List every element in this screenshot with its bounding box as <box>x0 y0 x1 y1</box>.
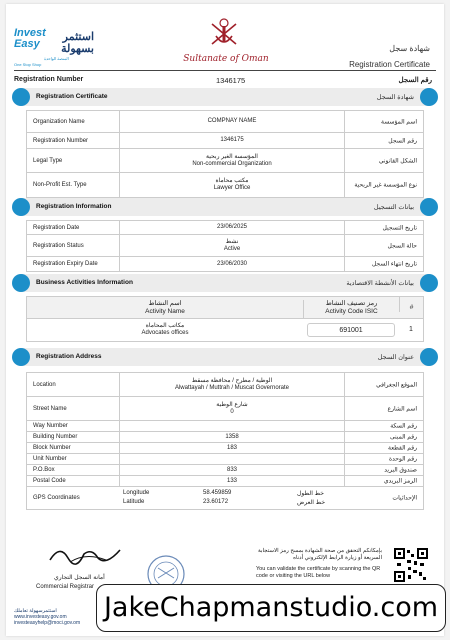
row-value: نشط Active <box>119 235 345 256</box>
row-value: 133 <box>119 476 345 486</box>
section-marker <box>12 348 30 366</box>
latitude-label: Latitude <box>123 499 145 505</box>
row-value: الوطية / مطرح / محافظة مسقط Alwattayah / Muttrah / Muscat Governorate <box>119 373 345 396</box>
row-label-arabic: اسم الشارع <box>387 406 417 412</box>
row-value: شارع الوطية 0 <box>119 397 345 420</box>
table-row <box>27 111 423 133</box>
activity-number-header: # <box>399 297 423 312</box>
row-label-arabic: حالة السجل <box>387 243 417 249</box>
logo-tag-english: One Stop Shop <box>14 62 42 67</box>
row-label: Registration Date <box>33 224 80 231</box>
row-label: Street Name <box>33 405 67 412</box>
row-value: 183 <box>119 443 345 453</box>
table-row <box>27 173 423 197</box>
footer-contact <box>14 608 80 626</box>
footer-email-link[interactable]: investeasyhelp@moci.gov.om <box>14 620 81 626</box>
row-value: 23/06/2030 <box>119 257 345 271</box>
activities-table <box>26 296 424 342</box>
row-label-arabic: تاريخ انتهاء السجل <box>371 261 417 268</box>
row-value: 1346175 <box>119 133 345 148</box>
row-value <box>119 454 345 464</box>
invest-easy-logo <box>14 28 94 74</box>
table-row <box>27 221 423 235</box>
row-label-arabic: تاريخ التسجيل <box>382 225 417 231</box>
validation-text-arabic: بإمكانكم التحقق من صحة الشهادة بمسح رمز الاستجابة السريعة أو زيارة الرابط الإلكتروني أدناه <box>258 548 382 561</box>
row-label-arabic: رقم السكة <box>390 423 417 430</box>
row-value: 1358 <box>119 432 345 442</box>
sultanate-title: Sultanate of Oman <box>183 54 269 64</box>
section-title: Business Activities Information <box>36 279 133 286</box>
section-title-arabic: بيانات التسجيل <box>373 204 414 211</box>
row-label: Postal Code <box>33 478 66 484</box>
activity-code-header: رمز تصنيف النشاط Activity Code ISIC <box>303 300 399 318</box>
activity-code: 691001 <box>307 323 395 337</box>
row-label-arabic: الموقع الجغرافي <box>376 382 417 388</box>
logo-arabic-text: استثمر بسهولة <box>61 31 94 55</box>
activity-name: مكاتب المحاماة Advocates offices <box>141 323 189 336</box>
row-label-arabic: الرمز البريدي <box>383 478 417 485</box>
qr-code-icon[interactable] <box>394 548 428 582</box>
activity-number: 1 <box>409 326 413 333</box>
longitude-label-arabic: خط الطول <box>297 491 324 497</box>
table-row <box>27 443 423 454</box>
section-title: Registration Certificate <box>36 93 108 100</box>
certificate-title: Registration Certificate <box>349 60 430 69</box>
section-header-activities <box>14 274 436 292</box>
table-row <box>27 149 423 173</box>
row-value: 833 <box>119 465 345 475</box>
row-label: Legal Type <box>33 157 63 164</box>
row-label-arabic: رقم الوحدة <box>388 456 417 463</box>
address-table <box>26 372 424 510</box>
row-label: Registration Number <box>33 137 89 144</box>
table-row <box>27 421 423 432</box>
table-row <box>27 235 423 257</box>
row-label-arabic: رقم القطعة <box>388 445 417 452</box>
row-value: مكتب محاماة Lawyer Office <box>119 173 345 197</box>
activities-header-row <box>27 297 423 319</box>
row-value: COMPNAY NAME <box>119 111 345 132</box>
logo-easy-text: Easy <box>14 38 40 50</box>
footer-url-link[interactable]: www.investeasy.gov.om <box>14 614 67 620</box>
section-title: Registration Address <box>36 353 102 360</box>
row-label: Organization Name <box>33 118 85 125</box>
row-label: Non-Profit Est. Type <box>33 182 87 188</box>
activity-name-header: اسم النشاط Activity Name <box>145 300 185 315</box>
table-row <box>27 373 423 397</box>
registrar-label-arabic: أمانة السجل التجاري <box>54 575 105 581</box>
section-marker <box>420 348 438 366</box>
table-row <box>27 133 423 149</box>
table-row <box>27 257 423 271</box>
oman-emblem-icon <box>206 14 242 50</box>
logo-invest-text: Invest <box>14 27 46 39</box>
registrar-signature <box>46 540 126 570</box>
section-marker <box>12 274 30 292</box>
registrar-label: Commercial Registrar <box>36 584 95 590</box>
row-label: P.O.Box <box>33 467 55 473</box>
section-header-certificate <box>14 88 436 106</box>
row-label-arabic: اسم المؤسسة <box>380 119 417 125</box>
table-row <box>27 319 423 341</box>
row-label-arabic: رقم السجل <box>388 138 417 144</box>
header-divider <box>14 70 436 71</box>
longitude-value: 58.459859 <box>203 490 232 496</box>
longitude-label: Longitude <box>123 490 150 496</box>
row-label: Registration Expiry Date <box>33 261 98 267</box>
section-marker <box>420 274 438 292</box>
section-marker <box>12 198 30 216</box>
gps-row <box>27 487 423 509</box>
certificate-page <box>6 4 444 636</box>
section-marker <box>420 198 438 216</box>
watermark-banner: JakeChapmanstudio.com <box>96 584 446 632</box>
section-title: Registration Information <box>36 203 112 210</box>
row-label: Location <box>33 381 56 388</box>
row-label-arabic: رقم المبنى <box>389 434 417 441</box>
reg-number-label-arabic: رقم السجل <box>398 77 432 84</box>
reg-number-value: 1346175 <box>216 76 246 85</box>
section-title-arabic: بيانات الأنشطة الاقتصادية <box>346 280 414 287</box>
table-row <box>27 454 423 465</box>
section-title-arabic: شهادة السجل <box>376 94 414 101</box>
row-label: Unit Number <box>33 456 67 462</box>
section-header-information <box>14 198 436 216</box>
validation-text: You can validate the certificate by scanning the QR code or visiting the URL below <box>256 566 381 579</box>
table-row <box>27 476 423 487</box>
latitude-label-arabic: خط العرض <box>297 500 326 506</box>
logo-tag-arabic: المنصة الواحدة <box>44 56 69 61</box>
information-table <box>26 220 424 272</box>
section-title-arabic: عنوان السجل <box>377 354 414 361</box>
row-value <box>119 421 345 431</box>
table-row <box>27 465 423 476</box>
row-label: Registration Status <box>33 242 84 249</box>
certificate-title-arabic: شهادة سجل <box>389 44 430 53</box>
section-header-address <box>14 348 436 366</box>
row-label-arabic: صندوق البريد <box>384 467 417 474</box>
row-label: Way Number <box>33 423 68 429</box>
table-row <box>27 432 423 443</box>
row-label-arabic: الشكل القانوني <box>378 158 417 164</box>
row-label: Block Number <box>33 445 71 451</box>
row-label: Building Number <box>33 434 78 440</box>
gps-label-arabic: الإحداثيات <box>392 495 417 502</box>
row-label-arabic: نوع المؤسسة غير الربحية <box>354 182 417 189</box>
row-value: المؤسسة الغير ربحية Non-commercial Organization <box>119 149 345 172</box>
certificate-table <box>26 110 424 198</box>
table-row <box>27 397 423 421</box>
section-marker <box>12 88 30 106</box>
row-value: 23/06/2025 <box>119 221 345 234</box>
latitude-value: 23.60172 <box>203 499 229 505</box>
footer-contact-arabic: استثمرسهولة تعاملك <box>14 608 57 614</box>
reg-number-label: Registration Number <box>14 76 84 83</box>
gps-label: GPS Coordinates <box>33 495 80 501</box>
section-marker <box>420 88 438 106</box>
